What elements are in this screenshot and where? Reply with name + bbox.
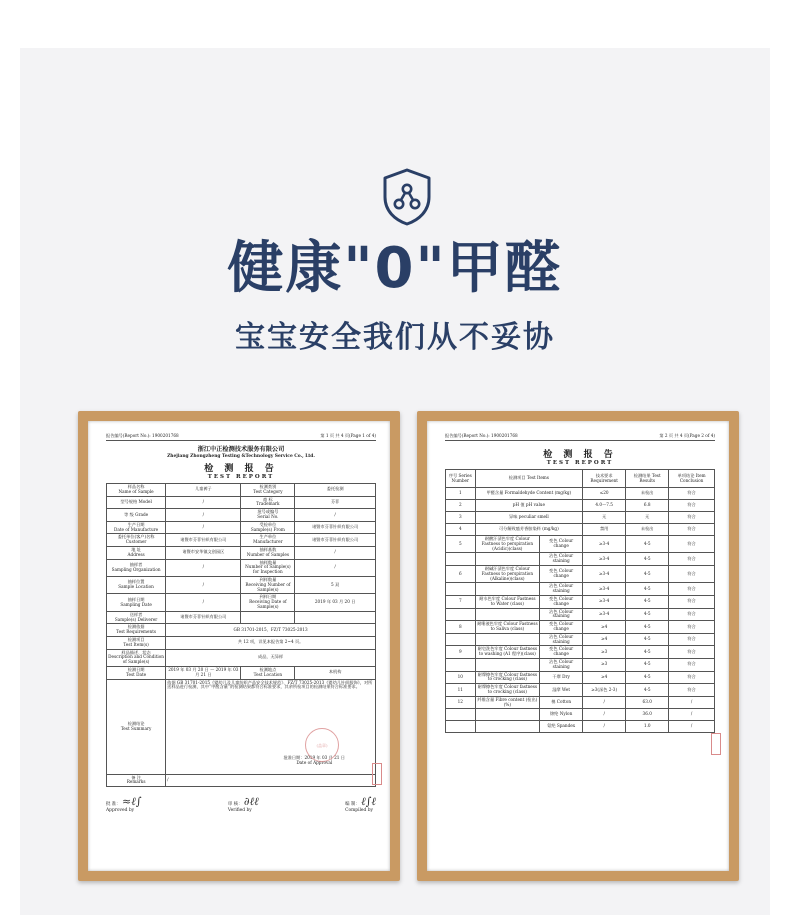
result-cell-res: 4-5 (626, 633, 669, 646)
table-row (446, 671, 715, 684)
result-cell-no (446, 721, 476, 733)
result-cell-item: 耐酸汗渍色牢度 Colour Fastness to perspiration (Acidic)(class) (475, 536, 540, 553)
result-cell-no: 4 (446, 524, 476, 536)
info-value: / (166, 509, 241, 522)
seam-stamp (711, 733, 721, 755)
info-label: 商 标 Trademark (241, 496, 295, 509)
table-row (446, 658, 715, 671)
date-label: 检测日期 Test Date (107, 666, 166, 679)
table-row (446, 583, 715, 596)
result-cell-item: 耐皂洗色牢度 Colour fastness to washing (A1 程序)(class) (475, 646, 540, 659)
table-row (446, 595, 715, 608)
result-cell-no: 8 (446, 621, 476, 634)
result-cell-res: 4-5 (626, 608, 669, 621)
table-row (446, 524, 715, 536)
info-value: 诸暨市芬菲针织有限公司 (166, 611, 241, 624)
result-cell-item: 异味 peculiar smell (475, 512, 583, 524)
result-cell-res: 未检出 (626, 488, 669, 500)
info-label: 检测类别 Test Category (241, 484, 295, 497)
result-cell-con: 符合 (669, 500, 715, 512)
cond-value: 成品，无异样 (166, 649, 376, 666)
result-cell-res: 4-5 (626, 536, 669, 553)
info-label: 到样日期 Receiving Date of Sample(s) (241, 594, 295, 611)
result-cell-no (446, 583, 476, 596)
result-cell-sub: 沾色 Colour staining (540, 583, 583, 596)
result-cell-req: ≥3-4 (583, 553, 626, 566)
verified-by: 审 核： ∂ℓℓ Verified by (227, 795, 259, 814)
result-cell-res: 6.8 (626, 500, 669, 512)
result-cell-req: / (583, 709, 626, 721)
result-cell-no: 11 (446, 684, 476, 697)
result-cell-no: 2 (446, 500, 476, 512)
table-row (446, 608, 715, 621)
result-cell-sub: 变色 Colour change (540, 621, 583, 634)
result-cell-req: ≥3(深色 2-3) (583, 684, 626, 697)
info-label: 抽样者 Sampling Organization (107, 559, 166, 576)
info-value: / (166, 576, 241, 593)
seam-stamp (372, 763, 382, 785)
table-row (446, 621, 715, 634)
items-value: 共 12 项，详见本报告第 2~4 页。 (166, 636, 376, 649)
result-cell-res: 63.0 (626, 696, 669, 709)
info-label: 批号或编号 Serial No. (241, 509, 295, 522)
table-row (107, 611, 376, 624)
table-row (446, 512, 715, 524)
result-cell-no (446, 633, 476, 646)
info-value: / (295, 559, 376, 576)
report-info-table (106, 483, 376, 787)
result-cell-req: 4.0～7.5 (583, 500, 626, 512)
info-value: 诸暨市芬菲针织有限公司 (295, 534, 376, 547)
info-value: 5 双 (295, 576, 376, 593)
result-cell-item (475, 633, 540, 646)
info-value: / (166, 594, 241, 611)
info-value: 儿童裤子 (166, 484, 241, 497)
info-label: 抽样日期 Sampling Date (107, 594, 166, 611)
table-row (446, 721, 715, 733)
req-value: GB 31701-2015、FZ/T 73025-2013 (166, 624, 376, 637)
table-row (446, 633, 715, 646)
table-row (446, 553, 715, 566)
result-cell-item: 可分解致癌芳香胺染料 (mg/kg) (475, 524, 583, 536)
table-row (107, 576, 376, 593)
result-cell-con: / (669, 696, 715, 709)
result-cell-item (475, 709, 540, 721)
result-cell-no: 10 (446, 671, 476, 684)
info-label: 地 址 Address (107, 546, 166, 559)
result-cell-con: 符合 (669, 684, 715, 697)
result-cell-res: 无 (626, 512, 669, 524)
result-cell-res: 4-5 (626, 565, 669, 582)
info-label: 委托单位(客户)名称 Customer (107, 534, 166, 547)
test-report-page-1 (106, 433, 376, 859)
result-cell-con: / (669, 709, 715, 721)
result-cell-req: ≥3-4 (583, 565, 626, 582)
company-name-cn: 浙江中正检测技术服务有限公司 (197, 446, 285, 453)
result-cell-item (475, 658, 540, 671)
date-value: 2019 年 03 月 20 日 ～ 2019 年 03 月 21 日 (166, 666, 241, 679)
cond-label: 样品描述、状态 Description and Condition of Sample(s) (107, 649, 166, 666)
col-header-res: 检测结果 Test Results (626, 470, 669, 488)
col-header-no: 序号 Series Number (446, 470, 476, 488)
result-cell-sub: 棉 Cotton (540, 696, 583, 709)
items-label: 检测项目 Test Item(s) (107, 636, 166, 649)
result-cell-req: ≥3-4 (583, 608, 626, 621)
col-header-req: 技术要求 Requirement (583, 470, 626, 488)
info-label (241, 611, 295, 624)
table-row (107, 546, 376, 559)
table-row (446, 565, 715, 582)
result-cell-item (475, 721, 540, 733)
result-cell-sub: 变色 Colour change (540, 536, 583, 553)
result-cell-res: 4-5 (626, 553, 669, 566)
result-cell-item (475, 583, 540, 596)
info-label: 送样者 Sample(s) Deliverer (107, 611, 166, 624)
result-cell-res: 未检出 (626, 524, 669, 536)
result-cell-res: 4-5 (626, 646, 669, 659)
result-cell-req: / (583, 696, 626, 709)
result-cell-no: 1 (446, 488, 476, 500)
info-label: 受检单位 Sample(s) From (241, 521, 295, 534)
result-cell-con: 符合 (669, 595, 715, 608)
result-cell-res: 36.0 (626, 709, 669, 721)
info-label: 抽样基数 Number of Samples (241, 546, 295, 559)
result-cell-res: 1.0 (626, 721, 669, 733)
result-cell-con: 符合 (669, 671, 715, 684)
result-cell-con: 符合 (669, 621, 715, 634)
result-cell-con: 符合 (669, 565, 715, 582)
result-cell-item (475, 553, 540, 566)
result-cell-no: 5 (446, 536, 476, 553)
info-value: 诸暨市芬菲针织有限公司 (295, 521, 376, 534)
info-label: 生产日期 Date of Manufacture (107, 521, 166, 534)
info-value: 2019 年 03 月 20 日 (295, 594, 376, 611)
col-header-con: 单项结论 Item Conclusion (669, 470, 715, 488)
result-cell-item (475, 608, 540, 621)
info-value: 委托检测 (295, 484, 376, 497)
result-cell-no (446, 553, 476, 566)
info-label: 抽样数量 Number of Sample(s) for Inspection (241, 559, 295, 576)
result-cell-con: 符合 (669, 536, 715, 553)
report-frame-left (78, 411, 400, 881)
result-cell-req: ≥3 (583, 658, 626, 671)
result-cell-sub: 变色 Colour change (540, 646, 583, 659)
test-report-page-2 (445, 433, 715, 859)
result-cell-con: 符合 (669, 553, 715, 566)
table-row (107, 534, 376, 547)
info-value: 芬菲 (295, 496, 376, 509)
report-frame-right (417, 411, 739, 881)
loc-value: 本机构 (295, 666, 376, 679)
report-title-en: TEST REPORT (207, 474, 275, 480)
result-cell-con: 符合 (669, 583, 715, 596)
result-cell-no (446, 709, 476, 721)
result-cell-con: 符合 (669, 633, 715, 646)
result-cell-sub: 氨纶 Spandex (540, 721, 583, 733)
shield-molecule-icon (381, 167, 433, 227)
headline: 健康"0"甲醛 (227, 236, 563, 301)
result-cell-item: 耐水色牢度 Colour Fastness to Water (class) (475, 595, 540, 608)
result-cell-req: 无 (583, 512, 626, 524)
result-cell-sub: 沾色 Colour staining (540, 658, 583, 671)
result-cell-no: 3 (446, 512, 476, 524)
result-cell-req: ≥3-4 (583, 536, 626, 553)
result-cell-res: 4-5 (626, 671, 669, 684)
info-value: / (166, 496, 241, 509)
result-cell-con: / (669, 721, 715, 733)
result-cell-sub: 沾色 Colour staining (540, 553, 583, 566)
info-label: 生产单位 Manufacturer (241, 534, 295, 547)
result-cell-item: 纤维含量 Fibre content (检出) (%) (475, 696, 540, 709)
info-label: 抽样位置 Sample Location (107, 576, 166, 593)
result-cell-res: 4-5 (626, 595, 669, 608)
result-cell-res: 4-5 (626, 658, 669, 671)
company-name-en: Zhejiang Zhongzheng Testing &Technology Service Co., Ltd. (167, 454, 315, 459)
result-cell-con: 符合 (669, 524, 715, 536)
result-cell-req: ≥4 (583, 621, 626, 634)
result-cell-sub: 干摩 Dry (540, 671, 583, 684)
table-row (107, 509, 376, 522)
official-stamp: (盖章) (305, 728, 339, 762)
table-row (107, 484, 376, 497)
result-cell-no: 12 (446, 696, 476, 709)
approval-date: 批准日期：2019 年 03 月 21 日 Date of Approval (283, 754, 345, 765)
page-number: 第 2 页 共 4 页(Page 2 of 4) (659, 433, 715, 438)
col-header-item: 检测项目 Test Items (475, 470, 583, 488)
approved-by: 批 准： ≈ℓ∫ Approved by (106, 795, 142, 814)
report-title-cn: 检 测 报 告 (204, 464, 278, 474)
info-value: / (295, 546, 376, 559)
summary-label: 检测结论 Test Summary (107, 679, 166, 774)
result-cell-no: 6 (446, 565, 476, 582)
result-cell-con: 符合 (669, 512, 715, 524)
result-cell-no (446, 608, 476, 621)
result-cell-sub: 锦纶 Nylon (540, 709, 583, 721)
summary-cell (166, 679, 376, 774)
result-cell-sub: 沾色 Colour staining (540, 633, 583, 646)
info-label: 型号规格 Model (107, 496, 166, 509)
result-cell-con: 符合 (669, 488, 715, 500)
result-cell-req: / (583, 721, 626, 733)
result-cell-item: 耐碱汗渍色牢度 Colour Fastness to perspiration (Alkaline)(class) (475, 565, 540, 582)
result-cell-req: ≥4 (583, 633, 626, 646)
report-mat-left (88, 421, 390, 871)
report-number: 报告编号(Report No.): 1900201768 (445, 433, 518, 438)
result-cell-sub: 变色 Colour change (540, 565, 583, 582)
result-cell-no (446, 658, 476, 671)
result-cell-con: 符合 (669, 608, 715, 621)
info-value: / (166, 559, 241, 576)
result-cell-item: 甲醛含量 Formaldehyde Content (mg/kg) (475, 488, 583, 500)
result-cell-item: 耐唾液色牢度 Colour Fastness to Saliva (class) (475, 621, 540, 634)
report-mat-right (427, 421, 729, 871)
report-header (445, 433, 715, 441)
result-cell-res: 4-5 (626, 583, 669, 596)
req-label: 检测依据 Test Requirements (107, 624, 166, 637)
table-row (107, 496, 376, 509)
result-cell-req: ≥4 (583, 671, 626, 684)
remarks-label: 备 注 Remarks (107, 774, 166, 787)
result-cell-req: ≤20 (583, 488, 626, 500)
table-row (446, 488, 715, 500)
table-row (446, 536, 715, 553)
result-cell-req: 禁用 (583, 524, 626, 536)
table-row (446, 709, 715, 721)
result-cell-con: 符合 (669, 646, 715, 659)
results-table (445, 469, 715, 733)
result-cell-item: pH 值 pH value (475, 500, 583, 512)
result-cell-sub: 沾色 Colour staining (540, 608, 583, 621)
table-row (107, 521, 376, 534)
result-cell-item: 耐摩擦色牢度 Colour fastness to crocking (class) (475, 671, 540, 684)
result-cell-no: 7 (446, 595, 476, 608)
report-title-en: TEST REPORT (546, 460, 614, 466)
result-cell-item: 耐摩擦色牢度 Colour fastness to crocking (class) (475, 684, 540, 697)
table-row (446, 696, 715, 709)
result-cell-req: ≥3-4 (583, 583, 626, 596)
remarks-value: / (166, 774, 376, 787)
info-label: 样品名称 Name of Sample (107, 484, 166, 497)
info-value: / (295, 509, 376, 522)
summary-text: 依据 GB 31701-2015《婴幼儿及儿童纺织产品安全技术规范》、FZ/T 73025-2013《婴幼儿针织服饰》，对所送样品进行检测，其中“甲醛含量”的检测结果都符合标准要求，其余所检项目的检测结果符合标准要求。 (167, 679, 373, 690)
info-value (295, 611, 376, 624)
info-value: 诸暨市芬菲针织有限公司 (166, 534, 241, 547)
result-cell-sub: 湿摩 Wet (540, 684, 583, 697)
info-label: 等 级 Grade (107, 509, 166, 522)
info-label: 到样数量 Receiving Number of Sample(s) (241, 576, 295, 593)
table-row (446, 646, 715, 659)
table-row (107, 559, 376, 576)
subline: 宝宝安全我们从不妥协 (235, 320, 555, 355)
report-number: 报告编号(Report No.): 1900201768 (106, 433, 179, 438)
report-header (106, 433, 376, 441)
page-number: 第 1 页 共 4 页(Page 1 of 4) (320, 433, 376, 438)
table-row (446, 500, 715, 512)
table-row (107, 594, 376, 611)
result-cell-res: 4-5 (626, 621, 669, 634)
info-value: 诸暨市安华镇文创园区 (166, 546, 241, 559)
result-cell-res: 4-5 (626, 684, 669, 697)
report-title-cn: 检 测 报 告 (543, 450, 617, 460)
result-cell-con: 符合 (669, 658, 715, 671)
loc-label: 检测地点 Test Location (241, 666, 295, 679)
result-cell-req: ≥3 (583, 646, 626, 659)
result-cell-no: 9 (446, 646, 476, 659)
result-cell-req: ≥3-4 (583, 595, 626, 608)
info-value: / (166, 521, 241, 534)
compiled-by: 编 制： ℓ∫ℓ Compiled by (345, 795, 376, 814)
signature-row (106, 795, 376, 813)
result-cell-sub: 变色 Colour change (540, 595, 583, 608)
table-row (446, 684, 715, 697)
